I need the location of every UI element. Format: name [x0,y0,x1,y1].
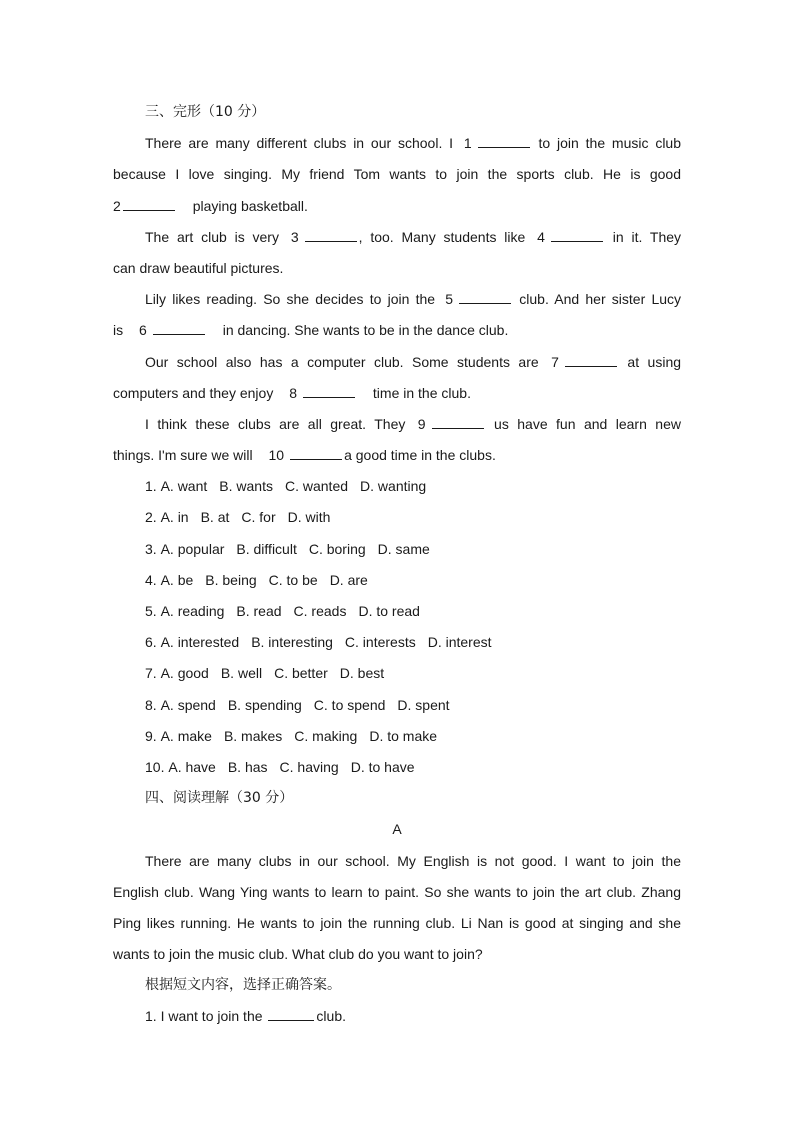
answer-blank[interactable] [565,354,617,367]
passage-line: There are many clubs in our school. My English is not good. I want to join the [145,852,681,869]
option[interactable]: A. popular [160,540,225,557]
option[interactable]: B. difficult [236,540,297,557]
option[interactable]: A. reading [160,603,225,619]
passage-line: Ping likes running. He wants to join the running club. Li Nan is good at singing and she [113,914,681,931]
section-4-title: 四、阅读理解（30 分） [145,790,294,807]
option[interactable]: A. spend [160,696,216,713]
answer-blank[interactable] [432,416,484,429]
question-row: 10. A. have B. has C. having D. to have [113,752,681,783]
option[interactable]: D. to read [358,603,420,619]
option[interactable]: A. want [160,478,208,495]
cloze-text: , too. Many students like [358,228,526,245]
cloze-line [113,347,681,378]
cloze-line [113,378,681,409]
answer-blank[interactable] [478,135,530,148]
option[interactable]: D. to make [369,727,438,744]
answer-blank[interactable] [459,291,511,304]
answer-blank[interactable] [305,229,357,242]
section-3-title: 三、完形（10 分） [145,104,266,120]
question-row: 9. A. make B. makes C. making D. to make [113,721,681,752]
question-row: 1. A. want B. wants C. wanted D. wanting [113,471,681,502]
option[interactable]: C. having [279,758,339,775]
blank-number: 4 [537,228,545,245]
option[interactable]: C. better [274,665,328,682]
cloze-text: to join the music club [538,135,681,152]
option[interactable]: A. have [168,758,216,775]
option[interactable]: C. interests [344,634,416,651]
question-list [113,471,681,783]
question-text: club. [316,1008,346,1025]
cloze-text: club. And her sister Lucy [519,291,682,308]
cloze-text: at using [627,353,682,370]
worksheet-page [113,97,681,1033]
cloze-line [113,440,681,471]
cloze-text: Our school also has a computer club. Some students are [145,353,539,370]
question-row: 2. A. in B. at C. for D. with [113,502,681,533]
question-text: 1. I want to join the [145,1008,263,1025]
option[interactable]: B. has [227,758,268,775]
answer-blank[interactable] [290,447,342,460]
option[interactable]: A. good [160,665,209,682]
instruction: 根据短文内容，选择正确答案。 [145,977,341,994]
option[interactable]: C. to spend [313,696,386,713]
blank-number: 2 [113,197,121,214]
option[interactable]: B. makes [223,727,283,744]
passage-label: A [392,821,402,838]
option[interactable]: B. at [200,509,230,526]
question-row: 6. A. interested B. interesting C. interests D. interest [113,627,681,658]
blank-number: 7 [551,353,559,370]
answer-blank[interactable] [123,198,175,211]
blank-number: 10 [268,447,285,464]
option[interactable]: C. for [241,509,276,526]
cloze-text: I think these clubs are all great. They [145,415,406,432]
option[interactable]: C. to be [268,571,318,588]
blank-number: 3 [290,228,299,245]
option[interactable]: D. best [339,665,385,682]
option[interactable]: D. spent [397,696,450,713]
option[interactable]: D. to have [350,758,415,775]
answer-blank[interactable] [303,385,355,398]
cloze-text: time in the club. [372,384,471,401]
option[interactable]: D. are [329,571,368,588]
answer-blank[interactable] [268,1008,314,1021]
option[interactable]: D. same [377,540,430,557]
blank-number: 1 [463,135,472,152]
passage-line: wants to join the music club. What club do you want to join? [113,946,483,963]
option[interactable]: C. reads [293,603,347,619]
cloze-text: Lily likes reading. So she decides to join the [145,291,436,308]
cloze-text: a good time in the clubs. [344,447,496,464]
option[interactable]: C. wanted [284,478,349,495]
option[interactable]: C. making [294,727,358,744]
question-row: 4. A. be B. being C. to be D. are [113,565,681,596]
option[interactable]: D. interest [427,634,492,651]
option[interactable]: B. wants [219,478,273,495]
cloze-line: can draw beautiful pictures. [113,259,284,276]
answer-blank[interactable] [551,229,603,242]
option[interactable]: A. interested [160,634,240,651]
option[interactable]: B. being [205,571,257,588]
option[interactable]: D. wanting [360,478,427,495]
cloze-line [113,409,681,440]
cloze-text: playing basketball. [192,197,308,214]
cloze-text: in dancing. She wants to be in the dance club. [222,322,509,339]
cloze-line: because I love singing. My friend Tom wants to join the sports club. He is good [113,166,681,183]
reading-question [113,1001,681,1032]
question-row: 8. A. spend B. spending C. to spend D. spent [113,690,681,721]
cloze-line [113,222,681,253]
question-row: 3. A. popular B. difficult C. boring D. same [113,534,681,565]
blank-number: 8 [289,384,298,401]
cloze-text: us have fun and learn new [494,415,681,432]
cloze-line [113,315,681,346]
answer-blank[interactable] [153,322,205,335]
option[interactable]: D. with [287,509,331,526]
cloze-text: things. I'm sure we will [113,447,253,464]
option[interactable]: A. be [160,571,194,588]
cloze-line [113,128,681,159]
cloze-line [113,191,681,222]
cloze-line [113,284,681,315]
cloze-text: The art club is very [145,228,279,245]
cloze-text: There are many different clubs in our school. I [145,135,454,152]
question-row: 7. A. good B. well C. better D. best [113,658,681,689]
option[interactable]: B. interesting [251,634,333,651]
question-row: 5. A. reading B. read C. reads D. to read [113,596,681,627]
blank-number: 5 [445,291,454,308]
cloze-text: in it. They [612,228,682,245]
option[interactable]: B. read [236,603,282,619]
cloze-text: is [113,322,124,339]
blank-number: 6 [139,322,147,339]
option[interactable]: A. in [160,509,189,526]
option[interactable]: A. make [160,727,212,744]
passage-line: English club. Wang Ying wants to learn to paint. So she wants to join the art club. Zhang [113,883,681,900]
blank-number: 9 [417,415,426,432]
option[interactable]: C. boring [308,540,366,557]
option[interactable]: B. well [220,665,263,682]
option[interactable]: B. spending [227,696,302,713]
cloze-text: computers and they enjoy [113,384,274,401]
